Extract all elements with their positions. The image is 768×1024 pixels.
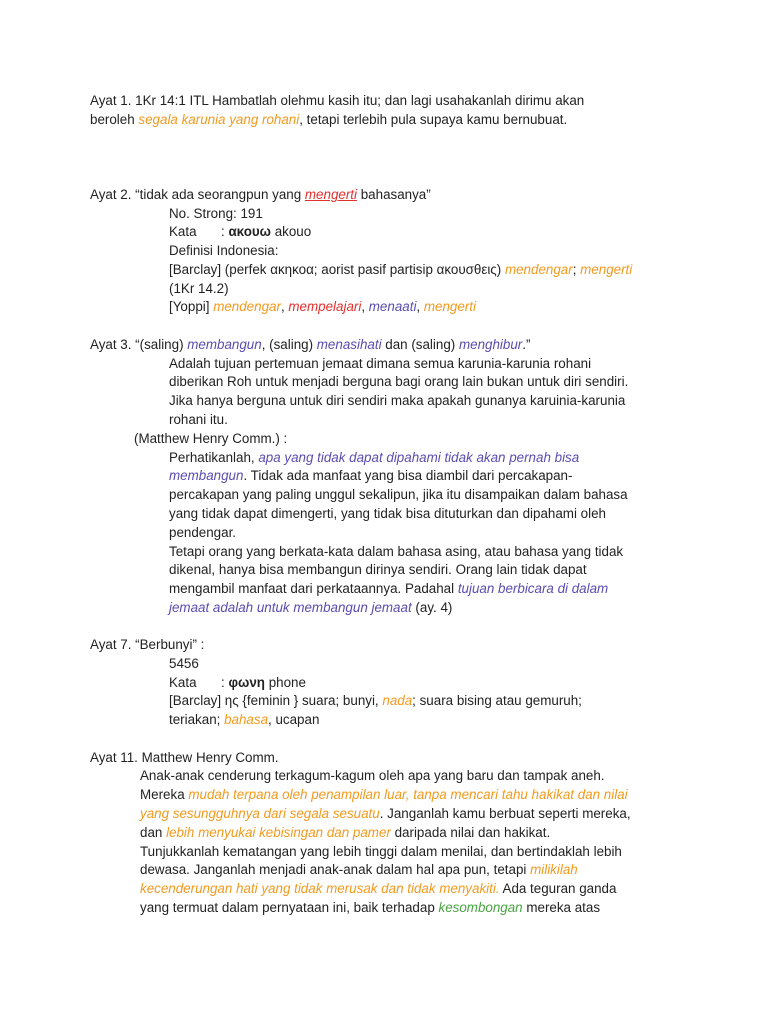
ayat11-heading: Ayat 11. Matthew Henry Comm. xyxy=(90,750,279,765)
ayat11-line5: Tunjukkanlah kematangan yang lebih tinggi dalam menilai, dan bertindaklah lebih xyxy=(140,844,622,859)
ayat2-definisi: Definisi Indonesia: xyxy=(169,243,279,258)
ayat2-kata: Kata : ακουω akouo xyxy=(169,224,312,239)
ayat3-mh-line8: mengambil manfaat dari perkataannya. Padahal tujuan berbicara di dalam xyxy=(169,581,609,596)
ayat3-heading: Ayat 3. “(saling) membangun, (saling) menasihati dan (saling) menghibur.” xyxy=(90,337,531,352)
ayat11-line2: Mereka mudah terpana oleh penampilan luar, tanpa mencari tahu hakikat dan nilai xyxy=(140,787,628,802)
ayat7-barclay-line1: [Barclay] ης {feminin } suara; bunyi, nada; suara bising atau gemuruh; xyxy=(169,693,582,708)
ayat3-para-line4: rohani itu. xyxy=(169,412,228,427)
ayat11-line8: yang termuat dalam pernyataan ini, baik terhadap kesombongan mereka atas xyxy=(140,900,601,915)
ayat3-matthew-henry: (Matthew Henry Comm.) : xyxy=(134,431,288,446)
ayat2-barclay: [Barclay] (perfek ακηκοα; aorist pasif partisip ακουσθεις) mendengar; mengerti xyxy=(169,262,633,277)
ayat2-yoppi: [Yoppi] mendengar, mempelajari, menaati, mengerti xyxy=(169,299,476,314)
ayat1-line1: Ayat 1. 1Kr 14:1 ITL Hambatlah olehmu kasih itu; dan lagi usahakanlah dirimu akan xyxy=(90,93,585,108)
ayat3-mh-line7: dikenal, hanya bisa membangun dirinya sendiri. Orang lain tidak dapat xyxy=(169,562,587,577)
ayat7-barclay-line2: teriakan; bahasa, ucapan xyxy=(169,712,320,727)
ayat2-heading: Ayat 2. “tidak ada seorangpun yang mengerti bahasanya” xyxy=(90,187,431,202)
ayat11-line7: kecenderungan hati yang tidak merusak dan tidak menyakiti. Ada teguran ganda xyxy=(140,881,617,896)
ayat7-number: 5456 xyxy=(169,656,199,671)
ayat11-line3: yang sesungguhnya dari segala sesuatu. Janganlah kamu berbuat seperti mereka, xyxy=(140,806,631,821)
ayat11-line4: dan lebih menyukai kebisingan dan pamer daripada nilai dan hakikat. xyxy=(140,825,551,840)
ayat1-line2: beroleh segala karunia yang rohani, tetapi terlebih pula supaya kamu bernubuat. xyxy=(90,112,568,127)
ayat3-para-line1: Adalah tujuan pertemuan jemaat dimana semua karunia-karunia rohani xyxy=(169,356,592,371)
ayat3-mh-line3: percakapan yang paling unggul sekalipun, jika itu disampaikan dalam bahasa xyxy=(169,487,628,502)
ayat3-mh-line9: jemaat adalah untuk membangun jemaat (ay. 4) xyxy=(169,600,453,615)
ayat3-para-line2: diberikan Roh untuk menjadi berguna bagi orang lain bukan untuk diri sendiri. xyxy=(169,374,629,389)
ayat3-mh-line5: pendengar. xyxy=(169,525,237,540)
ayat3-mh-line2: membangun. Tidak ada manfaat yang bisa diambil dari percakapan- xyxy=(169,468,573,483)
ayat2-strong-number: No. Strong: 191 xyxy=(169,206,263,221)
ayat3-mh-line6: Tetapi orang yang berkata-kata dalam bahasa asing, atau bahasa yang tidak xyxy=(169,544,624,559)
ayat7-heading: Ayat 7. “Berbunyi” : xyxy=(90,637,205,652)
ayat11-line1: Anak-anak cenderung terkagum-kagum oleh apa yang baru dan tampak aneh. xyxy=(140,768,605,783)
ayat3-mh-line4: yang tidak dapat dimengerti, yang tidak bisa dituturkan dan dipahami oleh xyxy=(169,506,606,521)
ayat3-para-line3: Jika hanya berguna untuk diri sendiri maka apakah gunanya karuinia-karunia xyxy=(169,393,626,408)
ayat7-kata: Kata : φωνη phone xyxy=(169,675,306,690)
ayat3-mh-line1: Perhatikanlah, apa yang tidak dapat dipahami tidak akan pernah bisa xyxy=(169,450,580,465)
ayat11-line6: dewasa. Janganlah menjadi anak-anak dalam hal apa pun, tetapi milikilah xyxy=(140,862,578,877)
ayat2-barclay-ref: (1Kr 14.2) xyxy=(169,281,229,296)
